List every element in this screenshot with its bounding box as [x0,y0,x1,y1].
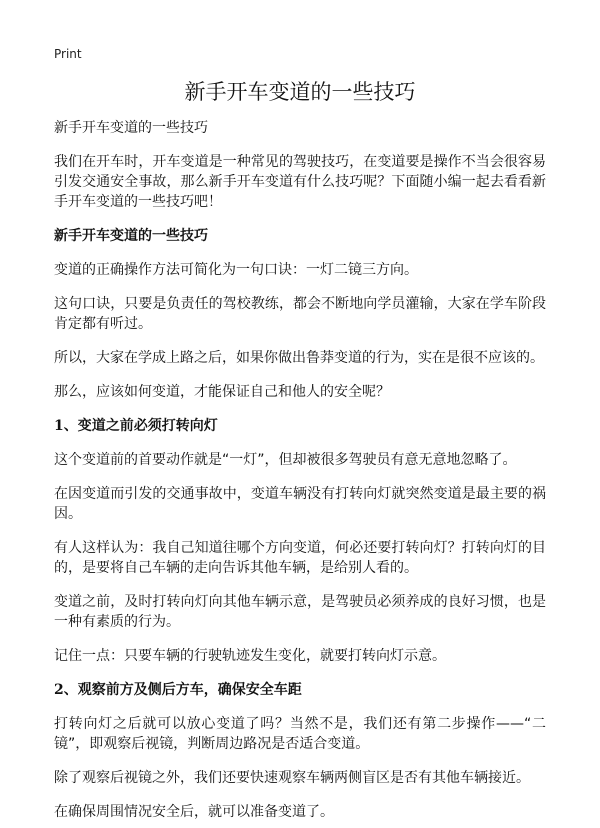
paragraph-5: 这个变道前的首要动作就是“一灯”，但却被很多驾驶员有意无意地忽略了。 [54,452,517,468]
paragraph-8: 变道之前，及时打转向灯向其他车辆示意，是驾驶员必须养成的良好习惯，也是一种有素质的行为。 [54,594,546,630]
paragraph-7: 有人这样认为：我自己知道往哪个方向变道，何必还要打转向灯？打转向灯的目的，是要将自己车辆的走向告诉其他车辆，是给别人看的。 [54,540,546,576]
paragraph-1: 变道的正确操作方法可简化为一句口诀：一灯二镜三方向。 [54,262,418,278]
paragraph-6: 在因变道而引发的交通事故中，变道车辆没有打转向灯就突然变道是最主要的祸因。 [54,486,546,522]
heading-1: 1、变道之前必须打转向灯 [54,418,218,434]
intro-paragraph: 我们在开车时，开车变道是一种常见的驾驶技巧，在变道要是操作不当会很容易引发交通安全事故，那么新手开车变道有什么技巧呢？下面随小编一起去看看新手开车变道的一些技巧吧！ [54,154,546,210]
paragraph-3: 所以，大家在学成上路之后，如果你做出鲁莽变道的行为，实在是很不应该的。 [54,350,544,366]
page-title: 新手开车变道的一些技巧 [184,80,416,104]
article-body [54,118,546,822]
paragraph-12: 在确保周围情况安全后，就可以准备变道了。 [54,804,334,820]
paragraph-11: 除了观察后视镜之外，我们还要快速观察车辆两侧盲区是否有其他车辆接近。 [54,770,530,786]
section-heading: 新手开车变道的一些技巧 [54,228,208,244]
paragraph-10: 打转向灯之后就可以放心变道了吗？当然不是，我们还有第二步操作——“二镜”，即观察后视镜，判断周边路况是否适合变道。 [54,716,546,752]
print-label: Print [54,47,82,61]
article-subtitle: 新手开车变道的一些技巧 [54,120,208,136]
paragraph-4: 那么，应该如何变道，才能保证自己和他人的安全呢？ [54,384,390,400]
paragraph-2: 这句口诀，只要是负责任的驾校教练，都会不断地向学员灌输，大家在学车阶段肯定都有听过。 [54,296,546,332]
paragraph-9: 记住一点：只要车辆的行驶轨迹发生变化，就要打转向灯示意。 [54,648,446,664]
heading-2: 2、观察前方及侧后方车，确保安全车距 [54,682,302,698]
